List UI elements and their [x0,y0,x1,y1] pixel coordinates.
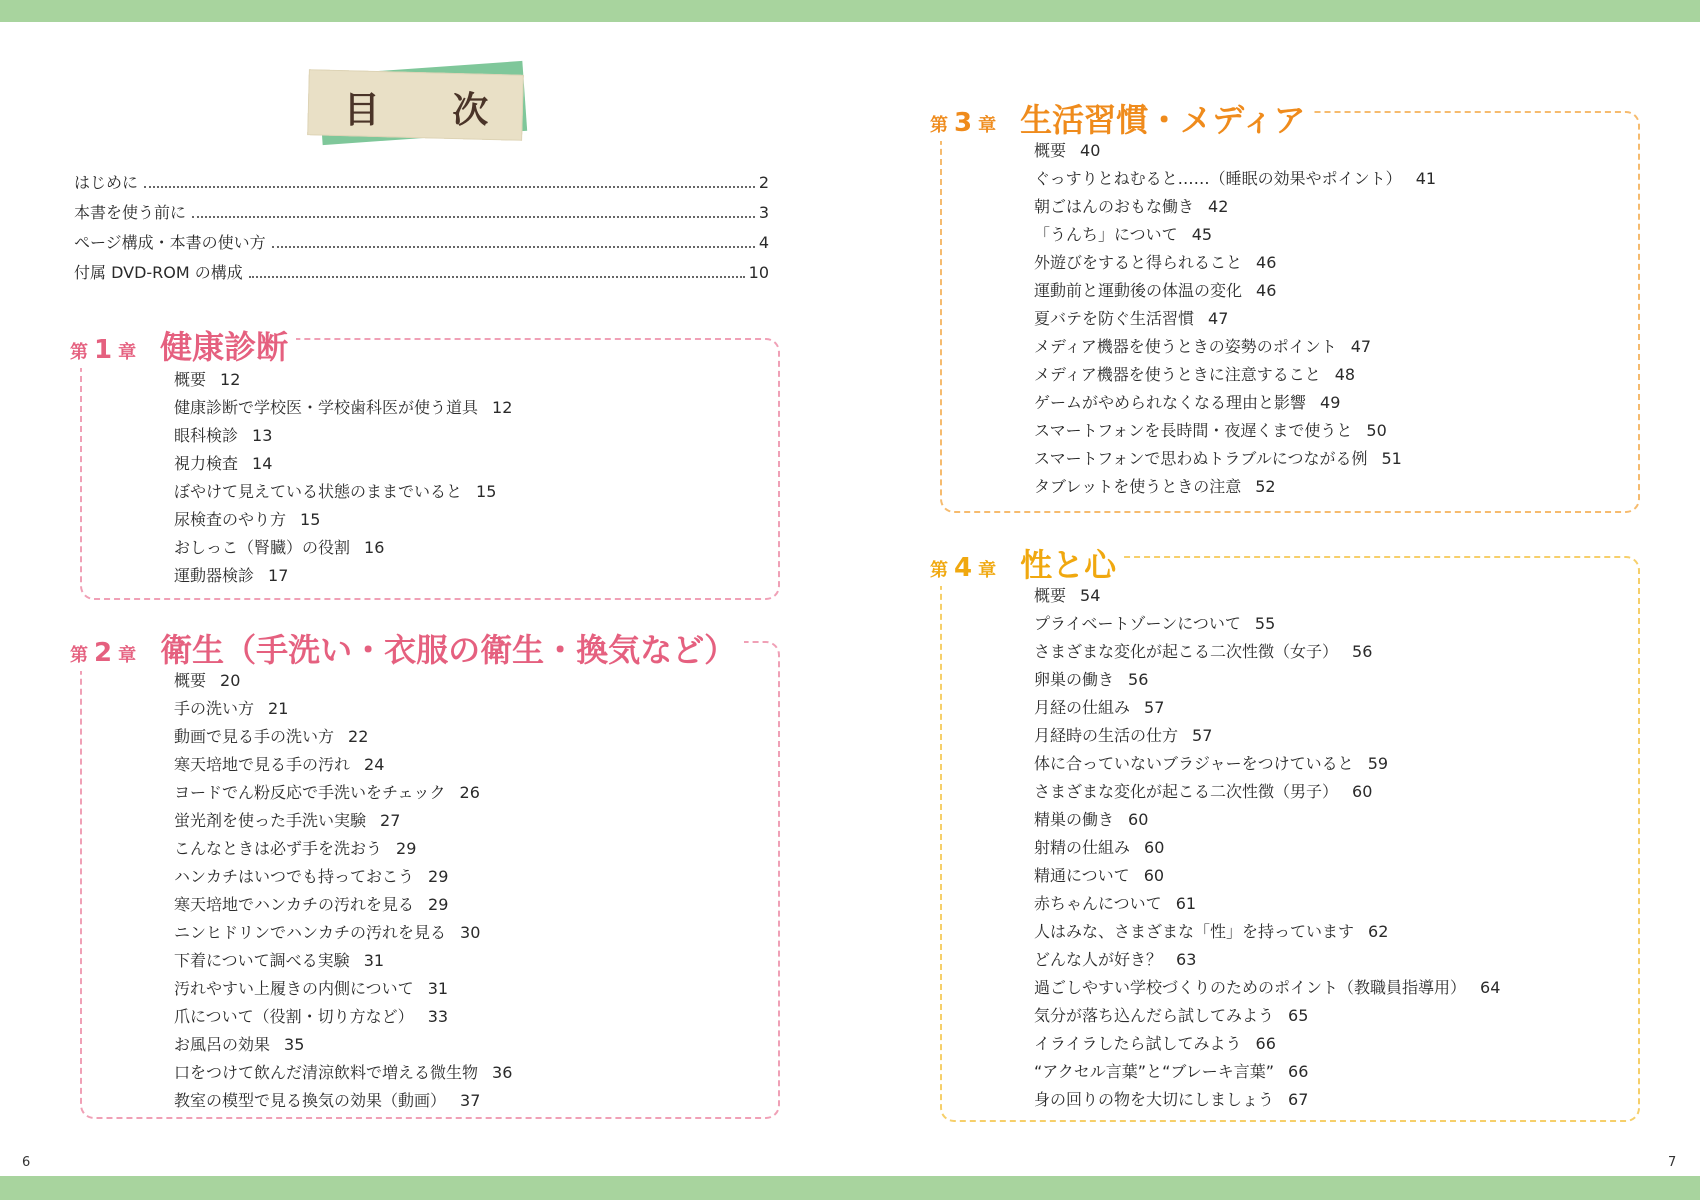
toc-entry[interactable] [1034,666,1500,694]
entry-title: 外遊びをすると得られること [1034,253,1243,272]
entry-title: お風呂の効果 [174,1035,271,1054]
entry-title: おしっこ（腎臓）の役割 [174,538,351,557]
page-title: 目 次 [343,90,519,131]
toc-entry[interactable] [174,667,512,695]
entry-page: 15 [476,482,497,501]
chapter-entries [174,366,512,590]
dot-leader [192,216,755,218]
entry-title: 下着について調べる実験 [174,951,350,970]
entry-title: 爪について（役割・切り方など） [174,1007,414,1026]
entry-page: 12 [220,370,241,389]
toc-entry[interactable] [1034,638,1500,666]
entry-page: 37 [460,1091,481,1110]
toc-entry[interactable] [1034,750,1500,778]
entry-title: 運動器検診 [174,566,255,585]
chapter-entries [1034,582,1500,1114]
toc-entry[interactable] [174,1031,512,1059]
toc-entry[interactable] [174,1087,512,1115]
entry-title: メディア機器を使うときに注意すること [1034,365,1321,384]
toc-entry[interactable] [1034,137,1436,165]
entry-page: 17 [268,566,289,585]
entry-page: 57 [1144,698,1165,717]
toc-entry[interactable] [1034,389,1436,417]
toc-entry[interactable] [174,947,512,975]
entry-page: 57 [1192,726,1213,745]
toc-entry[interactable] [1034,1086,1500,1114]
entry-title: イライラしたら試してみよう [1034,1034,1242,1053]
chapter-label: 第 1 章 [70,335,137,365]
dot-leader [272,246,755,248]
toc-entry[interactable] [1034,946,1500,974]
entry-title: 動画で見る手の洗い方 [174,727,335,746]
toc-entry[interactable] [174,891,512,919]
entry-page: 60 [1144,838,1165,857]
entry-page: 56 [1128,670,1149,689]
chapter-title: 衛生（手洗い・衣服の衛生・換気など） [160,631,737,669]
entry-page: 46 [1256,281,1277,300]
entry-title: タブレットを使うときの注意 [1034,477,1242,496]
chapter-title: 健康診断 [160,328,289,366]
toc-entry[interactable] [1034,277,1436,305]
entry-page: 55 [1254,614,1276,633]
front-matter-page: 4 [758,233,769,252]
entry-page: 13 [252,426,273,445]
toc-entry[interactable] [174,751,512,779]
front-matter-row[interactable] [74,230,769,260]
toc-entry[interactable] [1034,722,1500,750]
front-matter-label: 付属 DVD-ROM の構成 [74,263,243,282]
entry-page: 42 [1208,197,1229,216]
entry-title: スマートフォンを長時間・夜遅くまで使うと [1034,421,1353,440]
entry-title: 月経の仕組み [1034,698,1131,717]
chapter-heading [70,322,296,368]
entry-page: 30 [460,923,481,942]
entry-title: 「うんち」について [1034,225,1178,244]
front-matter-label: はじめに [74,173,139,192]
entry-page: 56 [1352,642,1373,661]
entry-title: どんな人が好き？ [1034,950,1163,969]
toc-entry[interactable] [174,534,512,562]
toc-entry[interactable] [174,919,512,947]
entry-page: 64 [1480,978,1501,997]
entry-title: 汚れやすい上履きの内側について [174,979,414,998]
entry-title: 過ごしやすい学校づくりのためのポイント（教職員指導用） [1034,978,1467,997]
entry-title: 精巣の働き [1034,810,1115,829]
entry-title: 精通について [1034,866,1130,885]
entry-title: 卵巣の働き [1034,670,1115,689]
entry-title: こんなときは必ず手を洗おう [174,839,383,858]
toc-entry[interactable] [1034,221,1436,249]
entry-page: 41 [1415,169,1437,188]
entry-page: 65 [1288,1006,1309,1025]
page-number-left: 6 [22,1155,31,1170]
entry-page: 29 [396,839,417,858]
toc-entry[interactable] [174,975,512,1003]
entry-title: ゲームがやめられなくなる理由と影響 [1034,393,1307,412]
chapter-label: 第 4 章 [930,553,997,583]
entry-page: 15 [300,510,321,529]
entry-page: 54 [1080,586,1101,605]
entry-title: 月経時の生活の仕方 [1034,726,1179,745]
toc-entry[interactable] [174,1003,512,1031]
dot-leader [144,186,755,188]
entry-page: 63 [1176,950,1197,969]
toc-entry[interactable] [1034,918,1500,946]
toc-entry[interactable] [1034,890,1500,918]
toc-entry[interactable] [1034,333,1436,361]
entry-title: メディア機器を使うときの姿勢のポイント [1034,337,1337,356]
entry-page: 33 [427,1007,449,1026]
chapter-title: 性と心 [1020,546,1117,584]
entry-title: 概要 [174,370,207,389]
entry-page: 16 [364,538,385,557]
entry-title: 身の回りの物を大切にしましょう [1034,1090,1275,1109]
entry-page: 26 [459,783,480,802]
toc-entry[interactable] [1034,361,1436,389]
entry-title: 手の洗い方 [174,699,255,718]
entry-title: 気分が落ち込んだら試してみよう [1034,1006,1275,1025]
entry-title: 体に合っていないブラジャーをつけていると [1034,754,1354,773]
entry-page: 50 [1366,421,1387,440]
entry-title: 視力検査 [174,454,239,473]
chapter-entries [1034,137,1436,501]
entry-title: さまざまな変化が起こる二次性徴（女子） [1034,642,1339,661]
entry-page: 24 [364,755,385,774]
entry-page: 47 [1350,337,1372,356]
toc-entry[interactable] [1034,305,1436,333]
toc-entry[interactable] [1034,694,1500,722]
entry-title: ニンヒドリンでハンカチの汚れを見る [174,923,447,942]
toc-entry[interactable] [1034,165,1436,193]
entry-page: 14 [252,454,273,473]
entry-title: プライベートゾーンについて [1034,614,1241,633]
toc-entry[interactable] [174,835,512,863]
front-matter-page: 2 [758,173,769,192]
entry-page: 61 [1175,894,1197,913]
entry-page: 47 [1208,309,1229,328]
front-matter-row[interactable] [74,170,769,200]
entry-page: 29 [428,867,449,886]
front-matter-page: 10 [748,263,769,282]
dot-leader [249,276,745,278]
front-matter-page: 3 [758,203,769,222]
chapter-label: 第 2 章 [70,638,137,668]
entry-title: ぼやけて見えている状態のままでいると [174,482,463,501]
entry-page: 48 [1334,365,1356,384]
toc-entry[interactable] [1034,974,1500,1002]
entry-page: 40 [1080,141,1101,160]
entry-page: 51 [1381,449,1402,468]
entry-title: 蛍光剤を使った手洗い実験 [174,811,367,830]
top-band [0,0,1700,22]
entry-page: 21 [268,699,289,718]
entry-page: 66 [1288,1062,1309,1081]
entry-title: ハンカチはいつでも持っておこう [174,867,415,886]
entry-title: 夏バテを防ぐ生活習慣 [1034,309,1195,328]
toc-entry[interactable] [174,863,512,891]
bottom-band [0,1176,1700,1200]
chapter-heading [930,540,1124,586]
toc-entry[interactable] [174,807,512,835]
front-matter-row[interactable] [74,260,769,290]
toc-entry[interactable] [1034,834,1500,862]
toc-entry[interactable] [1034,193,1436,221]
entry-page: 31 [363,951,385,970]
entry-title: 赤ちゃんについて [1034,894,1162,913]
entry-title: 口をつけて飲んだ清涼飲料で増える微生物 [174,1063,479,1082]
entry-title: 朝ごはんのおもな働き [1034,197,1195,216]
toc-entry[interactable] [1034,610,1500,638]
page-number-right: 7 [1668,1155,1677,1170]
toc-entry[interactable] [174,779,512,807]
entry-page: 62 [1368,922,1389,941]
entry-title: 射精の仕組み [1034,838,1131,857]
entry-title: ぐっすりとねむると……（睡眠の効果やポイント） [1034,169,1402,188]
toc-entry[interactable] [1034,1030,1500,1058]
toc-entry[interactable] [174,478,512,506]
entry-title: 健康診断で学校医・学校歯科医が使う道具 [174,398,479,417]
chapter-entries [174,667,512,1115]
entry-title: 寒天培地でハンカチの汚れを見る [174,895,415,914]
entry-page: 60 [1128,810,1149,829]
entry-page: 31 [427,979,449,998]
entry-page: 29 [428,895,449,914]
entry-page: 67 [1288,1090,1309,1109]
front-matter-label: ページ構成・本書の使い方 [74,233,266,252]
entry-title: “アクセル言葉”と“ブレーキ言葉” [1034,1062,1275,1081]
entry-page: 60 [1143,866,1165,885]
entry-page: 20 [220,671,241,690]
entry-title: 尿検査のやり方 [174,510,287,529]
toc-entry[interactable] [174,1059,512,1087]
entry-title: ヨードでん粉反応で手洗いをチェック [174,783,446,802]
entry-page: 52 [1255,477,1276,496]
front-matter-label: 本書を使う前に [74,203,187,222]
entry-page: 12 [492,398,513,417]
entry-title: 概要 [1034,141,1067,160]
chapter-label: 第 3 章 [930,108,997,138]
entry-title: さまざまな変化が起こる二次性徴（男子） [1034,782,1339,801]
toc-entry[interactable] [174,506,512,534]
entry-title: 寒天培地で見る手の汚れ [174,755,351,774]
toc-title-tag [300,60,540,150]
toc-entry[interactable] [174,450,512,478]
entry-title: 運動前と運動後の体温の変化 [1034,281,1243,300]
entry-title: スマートフォンで思わぬトラブルにつながる例 [1034,449,1368,468]
entry-page: 22 [348,727,369,746]
toc-entry[interactable] [1034,445,1436,473]
entry-page: 45 [1191,225,1213,244]
entry-title: 概要 [1034,586,1067,605]
entry-title: 人はみな、さまざまな「性」を持っています [1034,922,1355,941]
entry-page: 49 [1320,393,1341,412]
toc-entry[interactable] [174,723,512,751]
toc-entry[interactable] [1034,582,1500,610]
entry-page: 36 [492,1063,513,1082]
toc-entry[interactable] [174,422,512,450]
chapter-title: 生活習慣・メディア [1020,101,1306,139]
chapter-heading [70,625,744,671]
toc-entry[interactable] [174,394,512,422]
entry-page: 66 [1255,1034,1276,1053]
toc-entry[interactable] [174,562,512,590]
front-matter [74,170,769,290]
toc-entry[interactable] [174,366,512,394]
toc-entry[interactable] [1034,1058,1500,1086]
entry-title: 眼科検診 [174,426,239,445]
entry-page: 27 [380,811,401,830]
entry-page: 35 [284,1035,305,1054]
toc-entry[interactable] [1034,1002,1500,1030]
front-matter-row[interactable] [74,200,769,230]
entry-page: 46 [1256,253,1277,272]
entry-page: 59 [1367,754,1389,773]
toc-entry[interactable] [1034,249,1436,277]
toc-entry[interactable] [1034,862,1500,890]
toc-entry[interactable] [174,695,512,723]
toc-entry[interactable] [1034,417,1436,445]
chapter-heading [930,95,1314,141]
entry-title: 概要 [174,671,207,690]
entry-page: 60 [1352,782,1373,801]
entry-title: 教室の模型で見る換気の効果（動画） [174,1091,447,1110]
toc-entry[interactable] [1034,778,1500,806]
toc-entry[interactable] [1034,473,1436,501]
toc-entry[interactable] [1034,806,1500,834]
